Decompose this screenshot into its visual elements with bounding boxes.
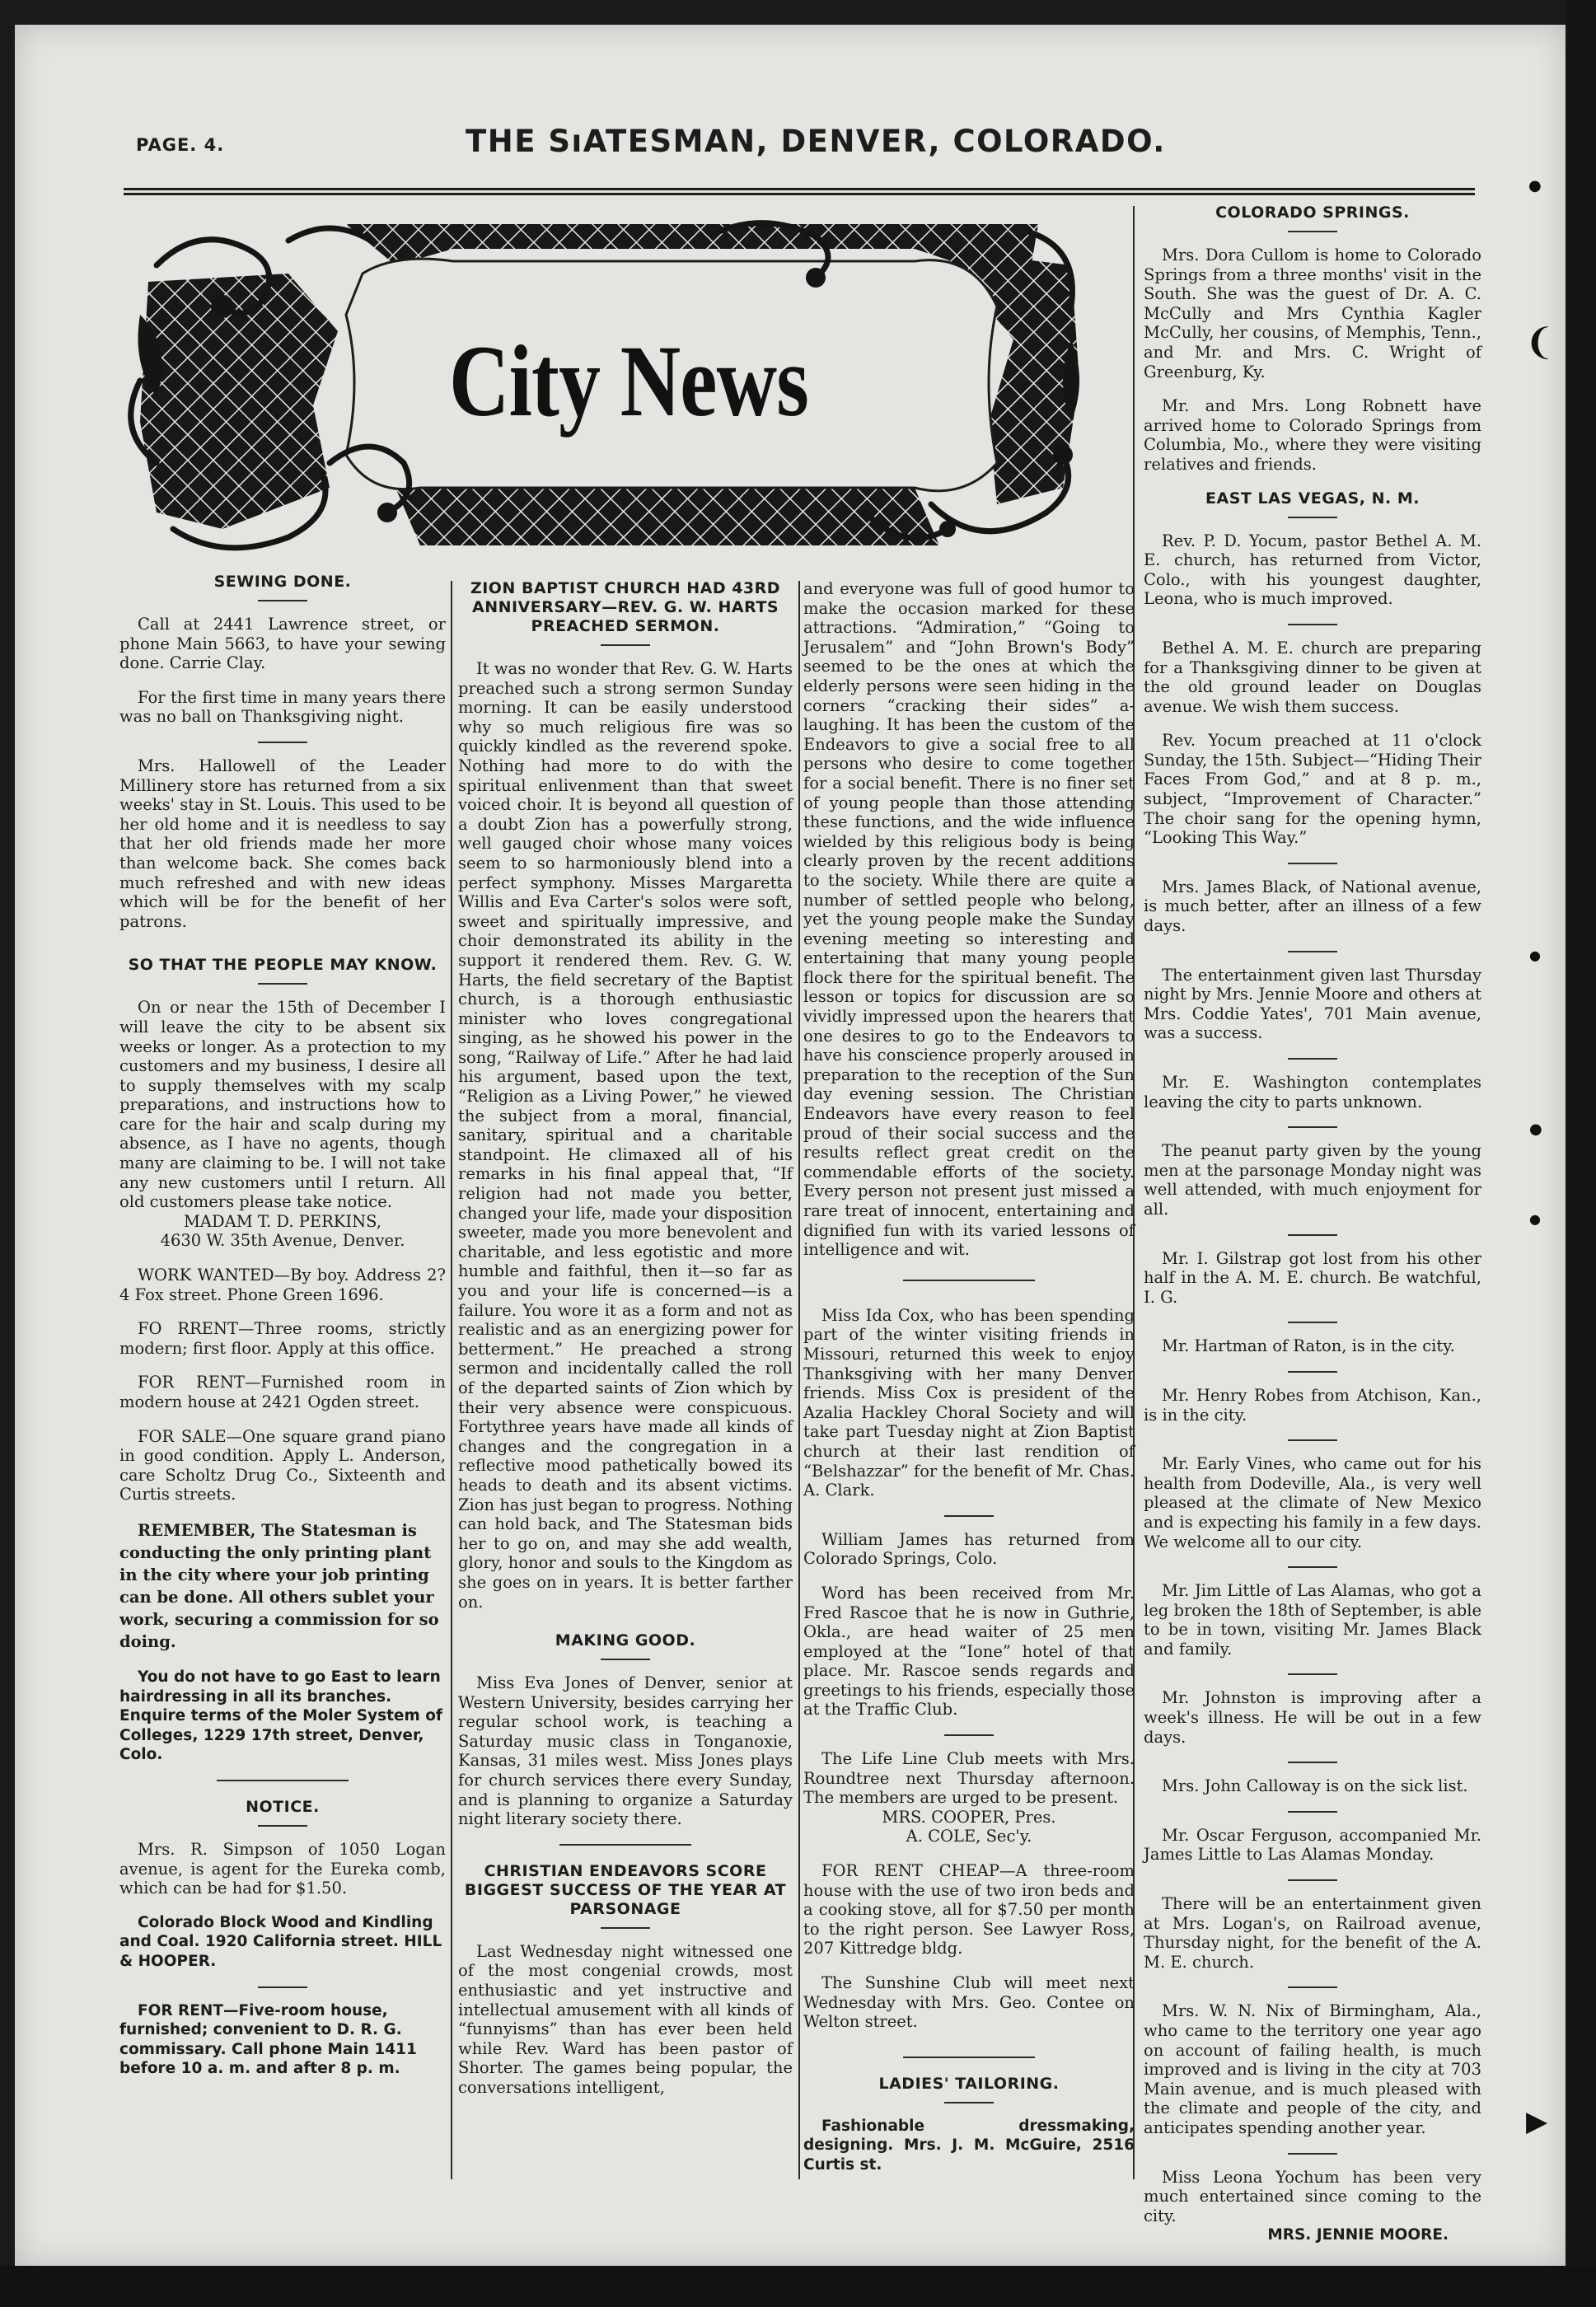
article-text: Mrs. R. Simpson of 1050 Logan avenue, is agent for the Eureka comb, which can be had for $1.50.: [119, 1839, 446, 1898]
heading-ladies: LADIES' TAILORING.: [878, 2074, 1060, 2093]
scan-mark: ●: [1529, 1211, 1541, 1227]
article-text: Call at 2441 Lawrence street, or phone Main 5663, to have your sewing done. Carrie Clay.: [119, 615, 446, 673]
separator: [1288, 517, 1337, 518]
scan-border-right: [1566, 0, 1596, 2307]
article-text: Mrs. Dora Cullom is home to Colorado Springs from a three months' visit in the South. She was the guest of Dr. A. C. McCully and Mrs Cynthia Kagler McCully, her cousins, of Memphis, Tenn., and Mr. and Mrs. C. Wright of Greenburg, Ky.: [1144, 246, 1481, 381]
separator: [1288, 1673, 1337, 1675]
article-text: Mrs. Hallowell of the Leader Millinery store has returned from a six weeks' stay in St. Louis. This used to be her old home and it is needless to say that her old friends made her more than welcome back. She comes back much refreshed and with new ideas which will be for the benefit of her patrons.: [119, 756, 446, 931]
article-text: For the first time in many years there was no ball on Thanksgiving night.: [119, 687, 446, 727]
signature: MRS. JENNIE MOORE.: [1267, 2226, 1449, 2244]
separator: [1288, 1986, 1337, 1988]
article-text: The Sunshine Club will meet next Wednesday with Mrs. Geo. Contee on Welton street.: [803, 1973, 1135, 2032]
separator: [258, 742, 307, 743]
column-2: [458, 579, 793, 2113]
heading-notice: NOTICE.: [246, 1797, 320, 1816]
separator: [258, 983, 307, 985]
article-text: Mr. Oscar Ferguson, accompanied Mr. James Little to Las Alamas Monday.: [1144, 1825, 1481, 1865]
separator: [1288, 624, 1337, 625]
column-rule: [451, 581, 452, 2179]
article-text: Mrs. James Black, of National avenue, is much better, after an illness of a few days.: [1144, 877, 1481, 936]
scan-mark: ●: [1529, 1121, 1542, 1138]
heading-east-las-vegas: EAST LAS VEGAS, N. M.: [1205, 489, 1420, 508]
separator: [1288, 1811, 1337, 1813]
heading-endeavors: CHRISTIAN ENDEAVORS SCORE BIGGEST SUCCESS OF THE YEAR AT PARSONAGE: [464, 1861, 787, 1918]
tailoring-ad: Fashionable dressmaking, designing. Mrs. J. M. McGuire, 2516 Curtis st.: [803, 2117, 1135, 2174]
article-text: Miss Ida Cox, who has been spending part of the winter visiting friends in Missouri, returned this week to enjoy Thanksgiving with her many Denver friends. Miss Cox is president of the Azalia Hackley Choral Society and will take part Tuesday night at Zion Baptist church at their last rendition of “Belshazzar” for the benefit of Mr. Chas. A. Clark.: [803, 1305, 1135, 1500]
article-text: Mr. I. Gilstrap got lost from his other half in the A. M. E. church. Be watchful, I. G.: [1144, 1248, 1481, 1307]
article-text: Miss Leona Yochum has been very much entertained since coming to the city.: [1144, 2167, 1481, 2225]
scan-mark: ●: [1528, 177, 1542, 194]
signature: A. COLE, Sec'y.: [906, 1827, 1032, 1846]
column-rule: [798, 581, 800, 2179]
coal-ad: Colorado Block Wood and Kindling and Coal. 1920 California street. HILL & HOOPER.: [119, 1913, 442, 1970]
newspaper-title: THE SıATESMAN, DENVER, COLORADO.: [466, 124, 1166, 159]
column-3: [803, 579, 1135, 2190]
article-text: Mr. Hartman of Raton, is in the city.: [1162, 1336, 1455, 1356]
classified-ad: FO RRENT—Three rooms, strictly modern; first floor. Apply at this office.: [119, 1319, 446, 1358]
column-4: [1144, 204, 1481, 2260]
separator: [601, 644, 650, 646]
classified-ad: FOR RENT—Five-room house, furnished; convenient to D. R. G. commissary. Call phone Main 1411 before 10 a. m. and after 8 p. m.: [119, 2001, 417, 2078]
article-text: Word has been received from Mr. Fred Rascoe that he is now in Guthrie, Okla., are head waiter of 25 men employed at the “Ione” hotel of that place. Mr. Rascoe sends regards and greetings to his friends, especially those at the Traffic Club.: [803, 1583, 1135, 1720]
page-number: PAGE. 4.: [136, 135, 225, 155]
separator: [1288, 1126, 1337, 1128]
separator: [1288, 1371, 1337, 1373]
article-text: The entertainment given last Thursday night by Mrs. Jennie Moore and others at Mrs. Coddie Yates', 701 Main avenue, was a success.: [1144, 965, 1481, 1043]
moler-ad: You do not have to go East to learn hairdressing in all its branches. Enquire terms of the Moler System of Colleges, 1229 17th street, Denver, Colo.: [119, 1668, 442, 1764]
separator: [944, 1515, 994, 1517]
separator: [258, 1986, 307, 1988]
separator: [1288, 1058, 1337, 1060]
heading-colorado-springs: COLORADO SPRINGS.: [1215, 204, 1410, 222]
article-text: Mr. Johnston is improving after a week's illness. He will be out in a few days.: [1144, 1688, 1481, 1747]
separator: [1288, 1322, 1337, 1323]
separator: [944, 1734, 994, 1736]
heading-making-good: MAKING GOOD.: [555, 1631, 696, 1650]
signature: MADAM T. D. PERKINS,: [183, 1211, 382, 1231]
signature: 4630 W. 35th Avenue, Denver.: [160, 1231, 405, 1251]
separator: [1288, 1566, 1337, 1568]
separator: [559, 1844, 691, 1846]
column-1: [119, 573, 446, 2094]
article-text: There will be an entertainment given at Mrs. Logan's, on Railroad avenue, Thursday night, for the benefit of the A. M. E. church.: [1144, 1894, 1481, 1972]
article-text: William James has returned from Colorado Springs, Colo.: [803, 1529, 1135, 1569]
separator: [258, 1825, 307, 1827]
classified-ad: WORK WANTED—By boy. Address 2?4 Fox street. Phone Green 1696.: [119, 1266, 446, 1304]
scan-mark: ▶: [1526, 2105, 1548, 2138]
classified-ad: FOR RENT CHEAP—A three-room house with the use of two iron beds and a cooking stove, all for $7.50 per month to the right person. See Lawyer Ross, 207 Kittredge bldg.: [803, 1861, 1135, 1958]
masthead: [119, 124, 1166, 173]
signature: MRS. COOPER, Pres.: [882, 1807, 1056, 1827]
separator: [1288, 231, 1337, 232]
scan-border-bottom: [0, 2266, 1596, 2307]
article-text: Rev. Yocum preached at 11 o'clock Sunday, the 15th. Subject—“Hiding Their Faces From God,” and at 8 p. m., subject, “Improvement of Character.” The choir sang for the opening hymn, “Looking This Way.”: [1144, 731, 1481, 848]
classified-ad: FOR RENT—Furnished room in modern house at 2421 Ogden street.: [119, 1373, 446, 1411]
article-text: Mrs. John Calloway is on the sick list.: [1162, 1776, 1468, 1796]
article-text: and everyone was full of good humor to make the occasion marked for these attractions. “Admiration,” “Going to Jerusalem” and “John Brown's Body” seemed to be the ones at which the elderly persons were seen hiding in the corners “cracking their sides” a-laughing. It has been the custom of the Endeavors to give a social free to all persons who desire to come together for a social benefit. There is no finer set of young people than those attending these functions, and the wide influence wielded by this religious body is being clearly proven by the recent additions to the society. While there are quite a number of settled people who belong, yet the young people make the Sunday evening meeting so interesting and entertaining that many young people flock there for the spiritual benefit. The lesson or topics for discussion are so vividly impressed upon the hearers that one desires to go to the Endeavors to have his conscience properly aroused in preparation to the reception of the Sun day evening session. The Christian Endeavors have every reason to feel proud of their social success and the results reflect great credit on the commendable efforts of the society. Every person not present just missed a rare treat of innocent, entertaining and dignified fun with its varied lessons of intelligence and wit.: [803, 579, 1135, 1260]
separator: [944, 2102, 994, 2103]
separator: [1288, 863, 1337, 864]
article-text: Mr. E. Washington contemplates leaving the city to parts unknown.: [1144, 1073, 1481, 1111]
separator: [258, 600, 307, 601]
separator: [903, 2057, 1035, 2058]
separator: [601, 1659, 650, 1660]
banner-title: City News: [449, 325, 808, 438]
separator: [1288, 1439, 1337, 1441]
heading-sewing: SEWING DONE.: [213, 573, 352, 591]
separator: [217, 1780, 349, 1781]
article-text: The peanut party given by the young men at the parsonage Monday night was well attended, with much enjoyment for all.: [1144, 1141, 1481, 1219]
article-text: Bethel A. M. E. church are preparing for a Thanksgiving dinner to be given at the old ground leader on Douglas avenue. We wish them success.: [1144, 638, 1481, 716]
separator: [903, 1280, 1035, 1281]
separator: [1288, 1879, 1337, 1881]
article-text: Mr. Henry Robes from Atchison, Kan., is in the city.: [1144, 1385, 1481, 1425]
separator: [1288, 951, 1337, 952]
article-text: Rev. P. D. Yocum, pastor Bethel A. M. E. church, has returned from Victor, Colo., with his youngest daughter, Leona, who is much improved.: [1144, 531, 1481, 609]
masthead-rule: [124, 188, 1475, 195]
separator: [1288, 1762, 1337, 1763]
heading-people: SO THAT THE PEOPLE MAY KNOW.: [128, 956, 438, 975]
scan-mark: ❨: [1524, 321, 1555, 363]
separator: [1288, 2153, 1337, 2155]
statesman-notice: REMEMBER, The Statesman is conducting the only printing plant in the city where your job printing can be done. All others sublet your work, securing a commission for so doing.: [119, 1520, 439, 1651]
article-text: Mr. Jim Little of Las Alamas, who got a leg broken the 18th of September, is able to be in town, visiting Mr. James Black and family.: [1144, 1581, 1481, 1659]
separator: [601, 1927, 650, 1929]
article-text: Last Wednesday night witnessed one of the most congenial crowds, most enthusiastic and yet instructive and intellectual amusement with all kinds of “funnyisms” than has ever been held while Rev. Ward has been pastor of Shorter. The games being popular, the conversations intelligent,: [458, 1941, 793, 2097]
article-text: On or near the 15th of December I will leave the city to be absent six weeks or longer. As a protection to my customers and my business, I desire all to supply themselves with my scalp preparations, and instructions how to care for the hair and scalp during my absence, as I have no agents, though many are claiming to be. I will not take any new customers until I return. All old customers please take notice.: [119, 998, 446, 1212]
article-text: The Life Line Club meets with Mrs. Roundtree next Thursday afternoon. The members are urged to be present.: [803, 1749, 1135, 1808]
heading-zion: ZION BAPTIST CHURCH HAD 43RD ANNIVERSARY—REV. G. W. HARTS PREACHED SERMON.: [470, 579, 781, 635]
scan-mark: ●: [1529, 948, 1541, 963]
article-text: Mr. and Mrs. Long Robnett have arrived home to Colorado Springs from Columbia, Mo., where they were visiting relatives and friends.: [1144, 396, 1481, 474]
article-text: Mr. Early Vines, who came out for his health from Dodeville, Ala., is very well pleased at the climate of New Mexico and is expecting his family in a few days. We welcome all to our city.: [1144, 1454, 1481, 1551]
article-text: Miss Eva Jones of Denver, senior at Western University, besides carrying her regular school work, is teaching a Saturday music class in Tonganoxie, Kansas, 31 miles west. Miss Jones plays for church services there every Sunday, and is planning to organize a Saturday night literary society there.: [458, 1673, 793, 1829]
article-text: Mrs. W. N. Nix of Birmingham, Ala., who came to the territory one year ago on account of failing health, is much improved and is living in the city at 703 Main avenue, and is much pleased with the climate and people of the city, and anticipates spending another year.: [1144, 2001, 1481, 2137]
article-text: It was no wonder that Rev. G. W. Harts preached such a strong sermon Sunday morning. It can be easily understood why so much religious fire was so quickly kindled as the reverend spoke. Nothing had more to do with the spiritual enlivenment than that sweet voiced choir. It is beyond all question of a doubt Zion has a powerfully strong, well gauged choir whose many voices seem to so harmoniously blend into a perfect symphony. Misses Margaretta Willis and Eva Carter's solos were soft, sweet and spiritually impressive, and choir demonstrated its ability in the support it rendered them. Rev. G. W. Harts, the field secretary of the Baptist church, is a thorough enthusiastic minister who loves congregational singing, as he showed his power in the song, “Railway of Life.” After he had laid his argument, based upon the text, “Religion as a Living Power,” he viewed the subject from a moral, financial, sanitary, spiritual and a charitable standpoint. He climaxed all of his remarks in his final appeal that, “If religion had not made you better, changed your life, made your disposition sweeter, made you more benevolent and charitable, and less egotistic and more humble and faithful, then it—so far as you and your life is concerned—is a failure. You wore it as a form and not as realistic and as an energizing power for betterment.” He preached a strong sermon and incidentally called the roll of the departed saints of Zion which by their very absence were conspicuous. Fortythree years have made all kinds of changes and the congregation in a reflective mood pathetically bowed its heads to death and its absent victims. Zion has just began to progress. Nothing can hold back, and The Statesman bids her to go on, and may she add wealth, glory, honor and souls to the Kingdom as she goes on in years. It is better farther on.: [458, 659, 793, 1612]
separator: [1288, 1234, 1337, 1236]
classified-ad: FOR SALE—One square grand piano in good condition. Apply L. Anderson, care Scholtz Drug Co., Sixteenth and Curtis streets.: [119, 1426, 446, 1504]
